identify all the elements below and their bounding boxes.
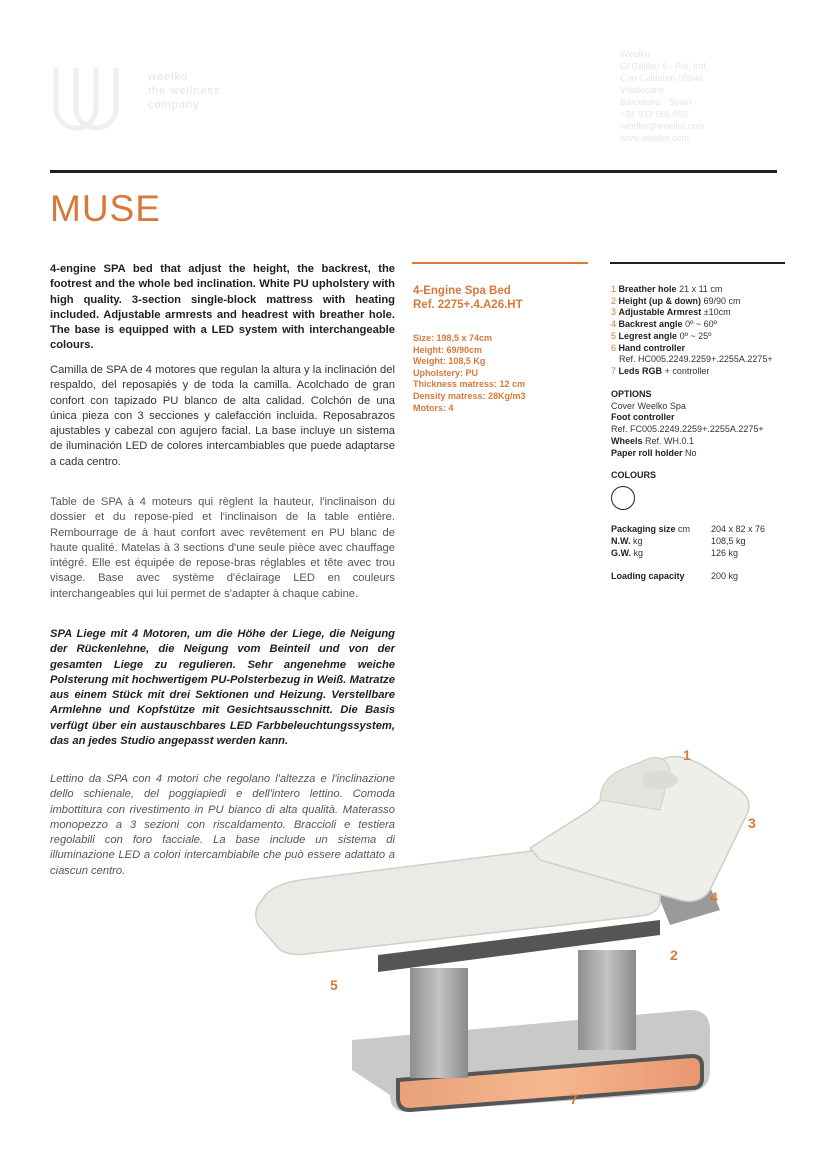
description-french: Table de SPA à 4 moteurs qui règlent la hauteur, l'inclinaison du dossier et du repose-pied et l'inclinaison de la table entière. Rembourrage de à haut confort avec revêtement en PU blanc de haute qualité. Matelas à 3 sections d'une seule pièce avec chauffage intégré. Elle est équipée de repose-bras réglables et tête avec trou visage. Base avec système d'éclairage LED en couleurs interchangeables qui lui permet de s'adapter à chaque cabine.	[50, 496, 395, 600]
description-english: 4-engine SPA bed that adjust the height, the backrest, the footrest and the whole bed inclination. White PU upholstery with high quality. 3-section single-block mattress with heating included. Adjustable armrests and headrest with breather hole. The base is equipped with a LED system with interchangeable colours.	[50, 263, 395, 352]
packaging-size-value: 204 x 82 x 76	[711, 524, 766, 534]
options-list	[611, 389, 764, 459]
spec-item: Thickness matress: 12 cm	[413, 379, 526, 390]
description-german: SPA Liege mit 4 Motoren, um die Höhe der Liege, die Neigung der Rückenlehne, die Neigung vom Beinteil und von der gesamten Liege zu regulieren. Sehr angenehme weiche Polsterung mit hochwertigem PU-Polsterbezug in Weiß. Matratze aus einem Stück mit drei Sektionen und Heizung. Verstellbare Armlehne und Kopfstütze mit Gesichtsausschnitt. Die Basis verfügt über ein austauschbares LED Farbbeleuchtungssystem, das an jedes Studio angepasst werden kann.	[50, 628, 395, 748]
feature-item: 5 Legrest angle 0º ~ 25º	[611, 330, 712, 341]
feature-item: 6 Hand controller	[611, 342, 686, 353]
options-title: OPTIONS	[611, 389, 652, 399]
product-divider	[412, 262, 588, 264]
callout-5: 5	[330, 977, 338, 993]
bed-column-right	[578, 950, 636, 1050]
callout-7: 7	[570, 1091, 578, 1107]
loading-capacity-label: Loading capacity	[611, 571, 685, 581]
gross-weight-value: 126 kg	[711, 548, 739, 558]
callout-2: 2	[670, 947, 678, 963]
feature-item: 2 Height (up & down) 69/90 cm	[611, 295, 741, 306]
option-foot-controller: Foot controller	[611, 412, 675, 423]
breather-hole	[642, 771, 678, 789]
feature-list	[611, 284, 773, 378]
packaging-size-label: Packaging size cm	[611, 524, 691, 534]
brand-name: weelko the wellness company	[148, 71, 221, 111]
gross-weight-label: G.W. kg	[611, 548, 644, 558]
feature-item: 3 Adjustable Armrest ±10cm	[611, 307, 731, 318]
page-title: MUSE	[50, 188, 161, 229]
callout-3: 3	[748, 815, 756, 831]
product-specs	[413, 333, 526, 414]
bed-column-left	[410, 968, 468, 1078]
option-wheels: Wheels Ref. WH.0.1	[611, 435, 695, 446]
feature-item: 7 Leds RGB + controller	[611, 365, 710, 376]
spec-item: Size: 198,5 x 74cm	[413, 333, 493, 343]
feature-item: 1 Breather hole 21 x 11 cm	[611, 284, 723, 294]
product-image	[240, 740, 800, 1130]
contact-block: Weelko C/ Galileu 6 - Pol. Ind. Can Calderon 08840 Viladecans Barcelona - Spain +34 933 666 950 weelko@weelko.com www.weelko.com	[620, 49, 709, 143]
callout-4: 4	[710, 889, 718, 905]
net-weight-value: 108,5 kg	[711, 536, 746, 546]
product-ref: Ref. 2275+.4.A26.HT	[413, 299, 523, 311]
description-italian: Lettino da SPA con 4 motori che regolano l'altezza e l'inclinazione dello schienale, del poggiapiedi e dell'intero lettino. Comoda imbottitura con rivestimento in PU bianco di alta qualità. Materasso monopezzo a 3 sezioni con riscaldamento. Braccioli e testiera regolabili con foro facciale. La base include un sistema di illuminazione LED a colori intercambiabile che può essere adattato a ciascun centro.	[50, 773, 395, 877]
option-foot-ref: Ref. FC005.2249.2259+.2255A.2275+	[611, 424, 764, 435]
spec-item: Weight: 108,5 Kg	[413, 356, 486, 367]
spec-item: Upholstery: PU	[413, 367, 479, 378]
option-cover: Cover Weelko Spa	[611, 400, 686, 411]
loading-capacity-value: 200 kg	[711, 571, 739, 581]
net-weight-label: N.W. kg	[611, 536, 643, 546]
callout-1: 1	[683, 747, 691, 763]
description-spanish: Camilla de SPA de 4 motores que regulan la altura y la inclinación del respaldo, del reposapiés y de toda la camilla. Acolchado de gran confort con tapizado PU blanco de alta calidad. Colchón de una única pieza con 3 secciones y calefacción incluida. Reposabrazos ajustables y cabezal con agujero facial. La base incluye un sistema de iluminación LED de colores intercambiables que puede adaptarse a cada centro.	[50, 364, 395, 468]
spec-item: Height: 69/90cm	[413, 344, 483, 355]
colours-title: COLOURS	[611, 470, 656, 480]
colour-swatch-white	[611, 486, 635, 510]
spec-item: Motors: 4	[413, 402, 454, 413]
option-paper-roll: Paper roll holder No	[611, 447, 697, 458]
spec-item: Density matress: 28Kg/m3	[413, 390, 526, 401]
feature-item: 4 Backrest angle 0º ~ 60º	[611, 319, 717, 330]
header-divider	[50, 170, 777, 173]
feature-item: Ref. HC005.2249.2259+.2255A.2275+	[619, 354, 773, 365]
product-name: 4-Engine Spa Bed	[413, 285, 511, 297]
features-divider	[610, 262, 785, 264]
